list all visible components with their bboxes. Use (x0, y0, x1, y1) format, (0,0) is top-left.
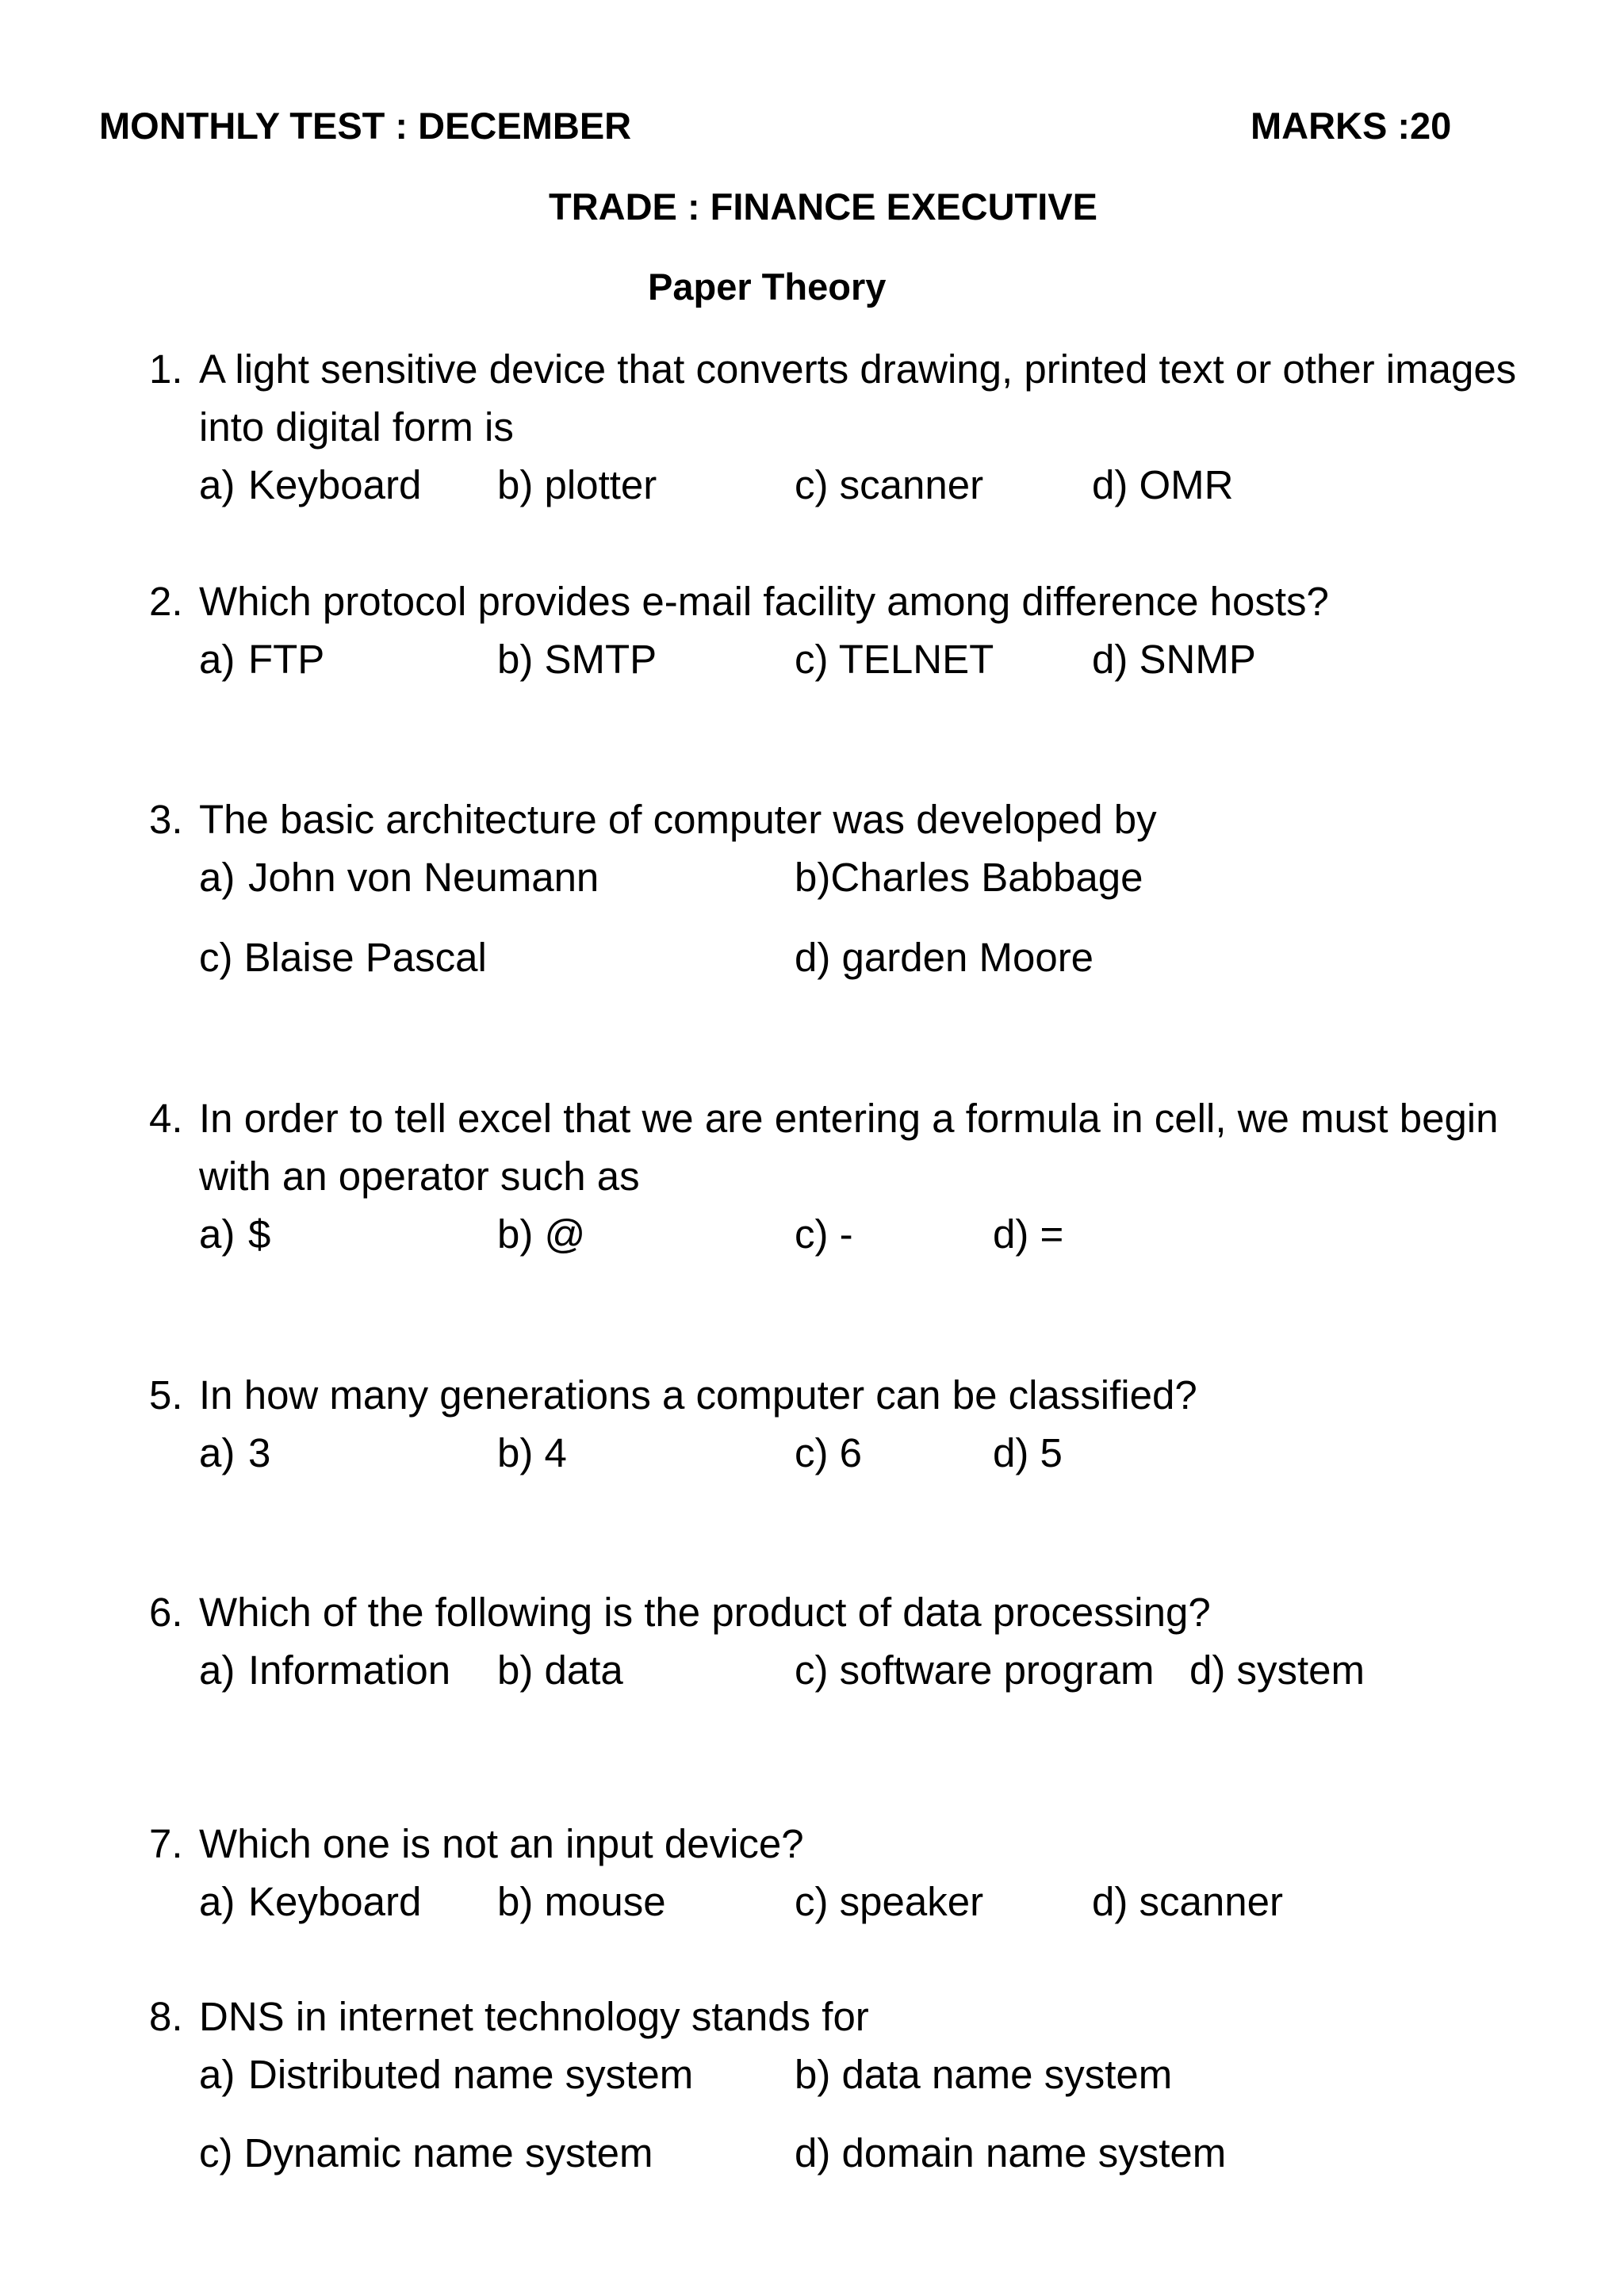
option-c: c) speaker (795, 1879, 984, 1924)
trade-title: TRADE : FINANCE EXECUTIVE (549, 186, 1097, 228)
option-b: b) data name system (795, 2052, 1173, 2097)
question-text: Which protocol provides e-mail facility among difference hosts? (199, 579, 1329, 624)
option-a: John von Neumann (248, 855, 599, 900)
option-a-letter: a) (199, 1211, 236, 1257)
question-text: DNS in internet technology stands for (199, 1994, 869, 2039)
question-number: 1. (149, 346, 183, 392)
option-a-letter: a) (199, 462, 236, 507)
option-d: d) scanner (1092, 1879, 1283, 1924)
option-a: 3 (248, 1430, 271, 1475)
question-text: The basic architecture of computer was developed by (199, 797, 1157, 842)
option-a: Distributed name system (248, 2052, 694, 2097)
option-c: c) Blaise Pascal (199, 935, 487, 980)
option-c: c) Dynamic name system (199, 2130, 653, 2175)
option-b: b) mouse (497, 1879, 666, 1924)
question-text-continued: into digital form is (199, 404, 514, 450)
option-d: d) domain name system (795, 2130, 1227, 2175)
option-d: d) SNMP (1092, 637, 1256, 682)
question-number: 2. (149, 579, 183, 624)
option-a-letter: a) (199, 1430, 236, 1475)
option-d: d) garden Moore (795, 935, 1094, 980)
option-a-letter: a) (199, 855, 236, 900)
test-title: MONTHLY TEST : DECEMBER (99, 105, 632, 147)
option-b: b) @ (497, 1211, 586, 1257)
option-d: d) 5 (993, 1430, 1063, 1475)
option-a-letter: a) (199, 2052, 236, 2097)
option-b: b)Charles Babbage (795, 855, 1143, 900)
marks-label: MARKS :20 (1251, 105, 1452, 147)
option-a: $ (248, 1211, 271, 1257)
option-b: b) plotter (497, 462, 657, 507)
question-text: In how many generations a computer can be classified? (199, 1372, 1197, 1418)
option-d: d) OMR (1092, 462, 1234, 507)
paper-title: Paper Theory (648, 266, 887, 308)
question-number: 5. (149, 1372, 183, 1418)
question-number: 8. (149, 1994, 183, 2039)
option-a: FTP (248, 637, 325, 682)
option-b: b) 4 (497, 1430, 567, 1475)
option-c: c) TELNET (795, 637, 994, 682)
question-number: 4. (149, 1096, 183, 1141)
question-text: Which one is not an input device? (199, 1821, 804, 1866)
option-a: Information (248, 1647, 451, 1693)
question-number: 6. (149, 1590, 183, 1635)
option-c: c) 6 (795, 1430, 863, 1475)
option-b: b) SMTP (497, 637, 657, 682)
option-c: c) software program (795, 1647, 1155, 1693)
option-c: c) - (795, 1211, 853, 1257)
option-a-letter: a) (199, 637, 236, 682)
question-text: In order to tell excel that we are entering a formula in cell, we must begin (199, 1096, 1499, 1141)
option-c: c) scanner (795, 462, 984, 507)
option-a-letter: a) (199, 1879, 236, 1924)
question-text: Which of the following is the product of data processing? (199, 1590, 1211, 1635)
option-d: d) system (1189, 1647, 1365, 1693)
option-b: b) data (497, 1647, 623, 1693)
option-a: Keyboard (248, 462, 422, 507)
option-a: Keyboard (248, 1879, 422, 1924)
option-d: d) = (993, 1211, 1064, 1257)
question-text: A light sensitive device that converts drawing, printed text or other images (199, 346, 1517, 392)
question-text-continued: with an operator such as (199, 1154, 640, 1199)
question-number: 7. (149, 1821, 183, 1866)
question-number: 3. (149, 797, 183, 842)
option-a-letter: a) (199, 1647, 236, 1693)
